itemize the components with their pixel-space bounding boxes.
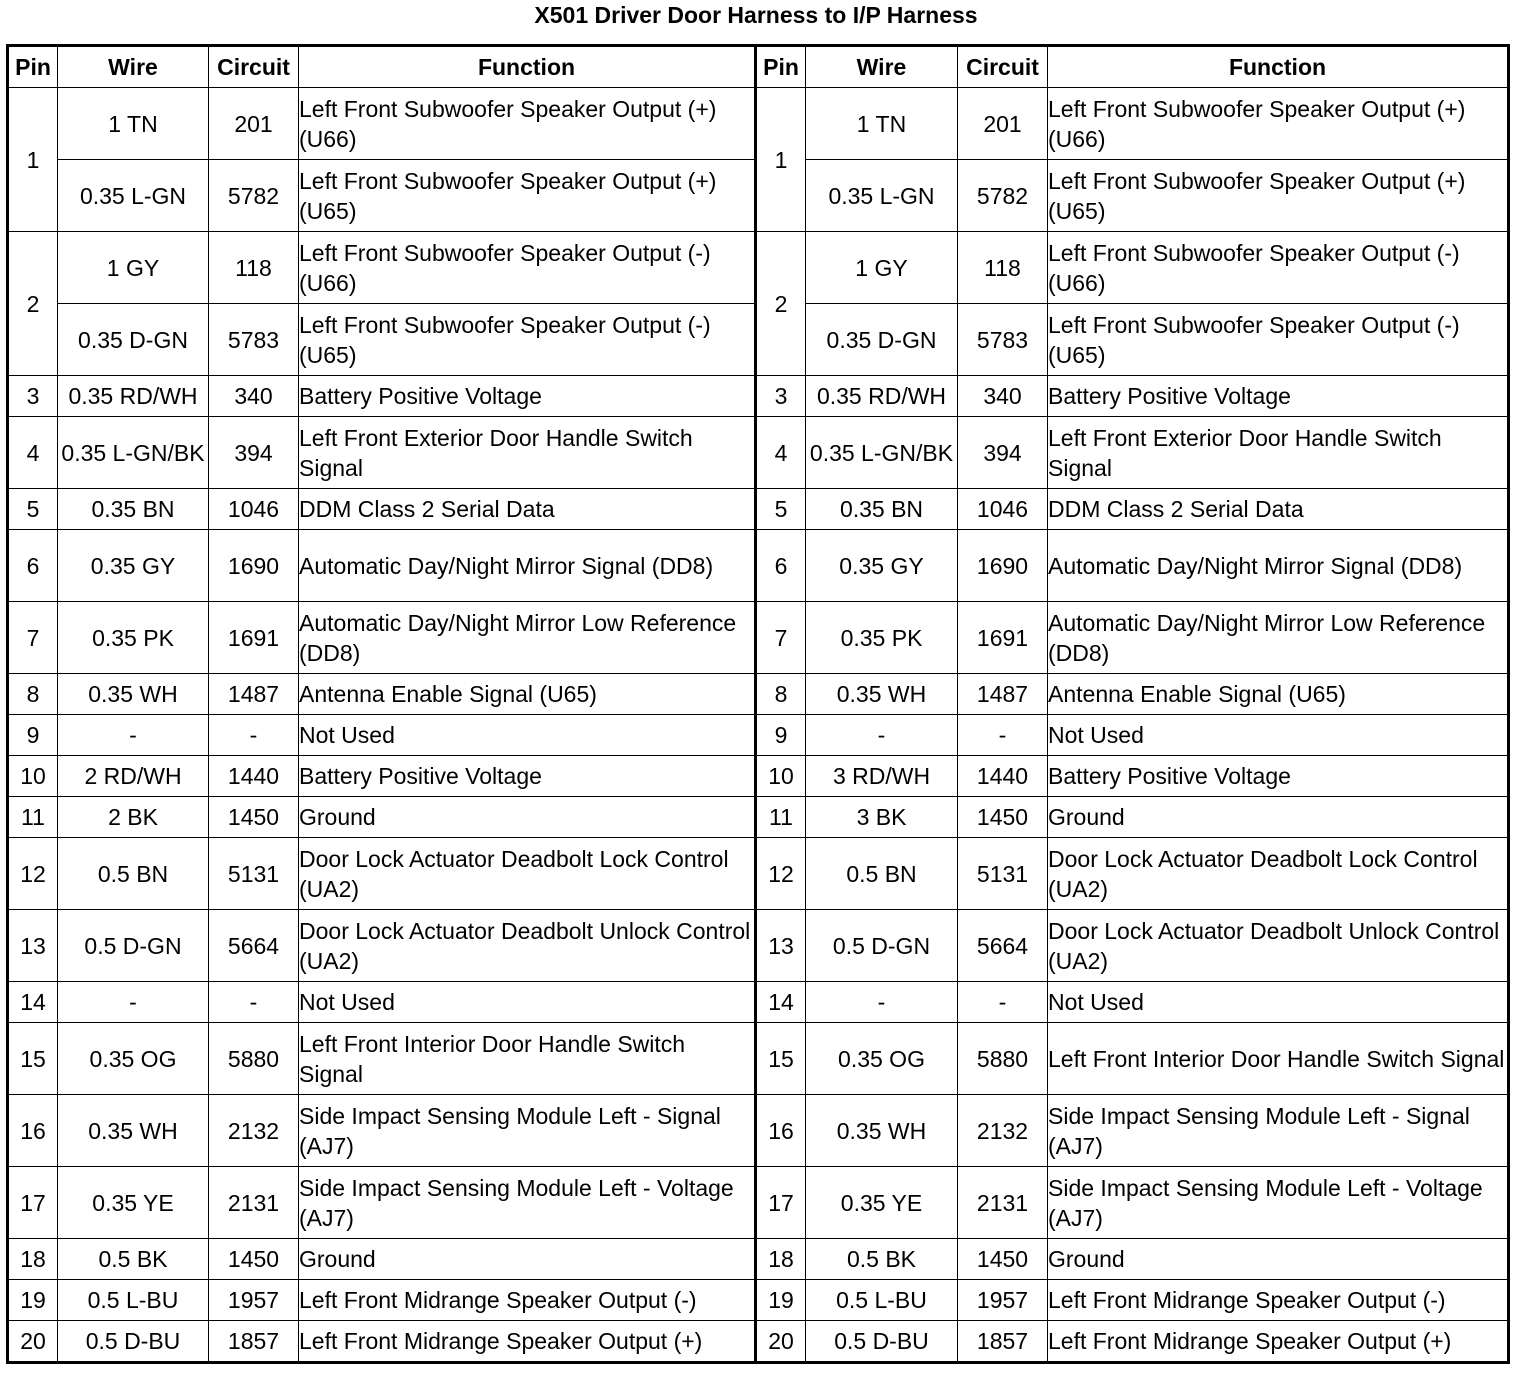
function-cell: Left Front Subwoofer Speaker Output (-) (U65) bbox=[299, 304, 756, 376]
wire-cell: 0.5 BK bbox=[58, 1239, 209, 1280]
pin-cell: 2 bbox=[756, 232, 806, 376]
wire-cell: 0.35 PK bbox=[58, 602, 209, 674]
circuit-cell: 118 bbox=[209, 232, 299, 304]
table-row bbox=[8, 602, 1509, 674]
header-circuit: Circuit bbox=[958, 46, 1048, 88]
function-cell: Left Front Exterior Door Handle Switch Signal bbox=[1048, 417, 1509, 489]
pin-cell: 17 bbox=[8, 1167, 58, 1239]
table-row bbox=[8, 797, 1509, 838]
circuit-cell: 5664 bbox=[209, 910, 299, 982]
function-cell: Left Front Subwoofer Speaker Output (-) (U66) bbox=[1048, 232, 1509, 304]
table-row bbox=[8, 674, 1509, 715]
pin-cell: 13 bbox=[756, 910, 806, 982]
pin-cell: 1 bbox=[756, 88, 806, 232]
function-cell: Left Front Subwoofer Speaker Output (+) (U66) bbox=[299, 88, 756, 160]
pin-cell: 14 bbox=[8, 982, 58, 1023]
wire-cell: 3 BK bbox=[806, 797, 958, 838]
header-pin: Pin bbox=[756, 46, 806, 88]
table-row bbox=[8, 1095, 1509, 1167]
function-cell: Left Front Subwoofer Speaker Output (-) (U66) bbox=[299, 232, 756, 304]
table-row bbox=[8, 232, 1509, 304]
wire-cell: - bbox=[58, 982, 209, 1023]
function-cell: Not Used bbox=[1048, 982, 1509, 1023]
table-row bbox=[8, 376, 1509, 417]
circuit-cell: 118 bbox=[958, 232, 1048, 304]
pin-cell: 11 bbox=[8, 797, 58, 838]
header-wire: Wire bbox=[58, 46, 209, 88]
pin-cell: 10 bbox=[756, 756, 806, 797]
circuit-cell: 394 bbox=[209, 417, 299, 489]
circuit-cell: 1440 bbox=[209, 756, 299, 797]
pin-cell: 7 bbox=[8, 602, 58, 674]
circuit-cell: 1046 bbox=[209, 489, 299, 530]
pin-cell: 4 bbox=[756, 417, 806, 489]
wire-cell: 0.35 L-GN bbox=[806, 160, 958, 232]
wire-cell: 0.35 PK bbox=[806, 602, 958, 674]
function-cell: Door Lock Actuator Deadbolt Lock Control (UA2) bbox=[299, 838, 756, 910]
page-title: X501 Driver Door Harness to I/P Harness bbox=[534, 2, 978, 28]
function-cell: Left Front Midrange Speaker Output (+) bbox=[299, 1321, 756, 1363]
pin-cell: 6 bbox=[8, 530, 58, 602]
function-cell: Not Used bbox=[299, 982, 756, 1023]
pin-cell: 5 bbox=[8, 489, 58, 530]
function-cell: Not Used bbox=[1048, 715, 1509, 756]
circuit-cell: 1957 bbox=[958, 1280, 1048, 1321]
wire-cell: 0.5 BN bbox=[806, 838, 958, 910]
table-row bbox=[8, 530, 1509, 602]
pin-cell: 13 bbox=[8, 910, 58, 982]
circuit-cell: - bbox=[958, 982, 1048, 1023]
circuit-cell: 201 bbox=[209, 88, 299, 160]
circuit-cell: 340 bbox=[958, 376, 1048, 417]
function-cell: Ground bbox=[1048, 797, 1509, 838]
wire-cell: 0.35 GY bbox=[58, 530, 209, 602]
function-cell: Side Impact Sensing Module Left - Voltage (AJ7) bbox=[299, 1167, 756, 1239]
wire-cell: 0.35 GY bbox=[806, 530, 958, 602]
function-cell: Left Front Subwoofer Speaker Output (-) (U65) bbox=[1048, 304, 1509, 376]
circuit-cell: 1857 bbox=[958, 1321, 1048, 1363]
wire-cell: 0.5 D-GN bbox=[806, 910, 958, 982]
circuit-cell: 1690 bbox=[209, 530, 299, 602]
wire-cell: 0.35 L-GN/BK bbox=[58, 417, 209, 489]
wire-cell: 0.5 D-GN bbox=[58, 910, 209, 982]
function-cell: Door Lock Actuator Deadbolt Unlock Control (UA2) bbox=[299, 910, 756, 982]
wire-cell: 0.35 RD/WH bbox=[806, 376, 958, 417]
table-row bbox=[8, 1239, 1509, 1280]
header-function: Function bbox=[299, 46, 756, 88]
function-cell: Battery Positive Voltage bbox=[299, 756, 756, 797]
table-row bbox=[8, 88, 1509, 160]
circuit-cell: 1450 bbox=[209, 1239, 299, 1280]
circuit-cell: - bbox=[958, 715, 1048, 756]
function-cell: Battery Positive Voltage bbox=[1048, 756, 1509, 797]
header-function: Function bbox=[1048, 46, 1509, 88]
wire-cell: 1 GY bbox=[806, 232, 958, 304]
function-cell: Automatic Day/Night Mirror Signal (DD8) bbox=[1048, 530, 1509, 602]
circuit-cell: 1957 bbox=[209, 1280, 299, 1321]
wire-cell: 1 GY bbox=[58, 232, 209, 304]
pin-cell: 15 bbox=[8, 1023, 58, 1095]
circuit-cell: 340 bbox=[209, 376, 299, 417]
circuit-cell: 1440 bbox=[958, 756, 1048, 797]
header-row bbox=[8, 46, 1509, 88]
table-row bbox=[8, 1167, 1509, 1239]
wire-cell: 0.5 L-BU bbox=[58, 1280, 209, 1321]
wire-cell: 0.35 YE bbox=[806, 1167, 958, 1239]
circuit-cell: - bbox=[209, 715, 299, 756]
pin-cell: 20 bbox=[8, 1321, 58, 1363]
circuit-cell: 1691 bbox=[958, 602, 1048, 674]
function-cell: Left Front Midrange Speaker Output (-) bbox=[1048, 1280, 1509, 1321]
function-cell: Battery Positive Voltage bbox=[1048, 376, 1509, 417]
function-cell: Automatic Day/Night Mirror Low Reference (DD8) bbox=[1048, 602, 1509, 674]
circuit-cell: 5131 bbox=[958, 838, 1048, 910]
circuit-cell: 5782 bbox=[209, 160, 299, 232]
circuit-cell: 5782 bbox=[958, 160, 1048, 232]
pin-cell: 14 bbox=[756, 982, 806, 1023]
pin-cell: 16 bbox=[8, 1095, 58, 1167]
table-row bbox=[8, 489, 1509, 530]
circuit-cell: 1450 bbox=[958, 797, 1048, 838]
circuit-cell: 5880 bbox=[958, 1023, 1048, 1095]
function-cell: Left Front Exterior Door Handle Switch Signal bbox=[299, 417, 756, 489]
pin-cell: 9 bbox=[8, 715, 58, 756]
circuit-cell: 394 bbox=[958, 417, 1048, 489]
circuit-cell: 2132 bbox=[209, 1095, 299, 1167]
header-circuit: Circuit bbox=[209, 46, 299, 88]
pin-cell: 8 bbox=[756, 674, 806, 715]
pin-cell: 11 bbox=[756, 797, 806, 838]
pin-cell: 15 bbox=[756, 1023, 806, 1095]
pin-cell: 18 bbox=[756, 1239, 806, 1280]
circuit-cell: 201 bbox=[958, 88, 1048, 160]
wire-cell: 0.35 WH bbox=[58, 1095, 209, 1167]
function-cell: Left Front Midrange Speaker Output (+) bbox=[1048, 1321, 1509, 1363]
table-row bbox=[8, 838, 1509, 910]
table-row bbox=[8, 715, 1509, 756]
circuit-cell: 1691 bbox=[209, 602, 299, 674]
wire-cell: 0.5 D-BU bbox=[58, 1321, 209, 1363]
wire-cell: 0.35 OG bbox=[58, 1023, 209, 1095]
wire-cell: 0.35 OG bbox=[806, 1023, 958, 1095]
wire-cell: 0.35 BN bbox=[58, 489, 209, 530]
function-cell: Ground bbox=[299, 1239, 756, 1280]
function-cell: DDM Class 2 Serial Data bbox=[299, 489, 756, 530]
function-cell: Side Impact Sensing Module Left - Signal (AJ7) bbox=[1048, 1095, 1509, 1167]
function-cell: Ground bbox=[1048, 1239, 1509, 1280]
wire-cell: 1 TN bbox=[58, 88, 209, 160]
wire-cell: 0.35 WH bbox=[58, 674, 209, 715]
wire-cell: 0.35 D-GN bbox=[58, 304, 209, 376]
function-cell: Left Front Subwoofer Speaker Output (+) (U65) bbox=[299, 160, 756, 232]
function-cell: Left Front Interior Door Handle Switch Signal bbox=[1048, 1023, 1509, 1095]
header-wire: Wire bbox=[806, 46, 958, 88]
table-row bbox=[8, 417, 1509, 489]
table-row bbox=[8, 982, 1509, 1023]
wire-cell: 0.35 YE bbox=[58, 1167, 209, 1239]
wire-cell: 0.35 L-GN/BK bbox=[806, 417, 958, 489]
function-cell: Not Used bbox=[299, 715, 756, 756]
circuit-cell: 5783 bbox=[209, 304, 299, 376]
function-cell: Door Lock Actuator Deadbolt Unlock Control (UA2) bbox=[1048, 910, 1509, 982]
circuit-cell: 5664 bbox=[958, 910, 1048, 982]
table-row bbox=[8, 1023, 1509, 1095]
connector-pinout-table bbox=[6, 44, 1510, 1364]
pin-cell: 3 bbox=[756, 376, 806, 417]
header-pin: Pin bbox=[8, 46, 58, 88]
pin-cell: 12 bbox=[756, 838, 806, 910]
pin-cell: 20 bbox=[756, 1321, 806, 1363]
circuit-cell: 1487 bbox=[209, 674, 299, 715]
pin-cell: 16 bbox=[756, 1095, 806, 1167]
wire-cell: 1 TN bbox=[806, 88, 958, 160]
circuit-cell: 1046 bbox=[958, 489, 1048, 530]
pin-cell: 8 bbox=[8, 674, 58, 715]
wire-cell: 0.35 D-GN bbox=[806, 304, 958, 376]
circuit-cell: 2132 bbox=[958, 1095, 1048, 1167]
function-cell: Antenna Enable Signal (U65) bbox=[299, 674, 756, 715]
circuit-cell: 2131 bbox=[958, 1167, 1048, 1239]
function-cell: Automatic Day/Night Mirror Low Reference (DD8) bbox=[299, 602, 756, 674]
table-row bbox=[8, 1321, 1509, 1363]
circuit-cell: 1690 bbox=[958, 530, 1048, 602]
wire-cell: 0.35 WH bbox=[806, 674, 958, 715]
table-body bbox=[8, 88, 1509, 1363]
circuit-cell: 1450 bbox=[958, 1239, 1048, 1280]
wire-cell: 0.35 RD/WH bbox=[58, 376, 209, 417]
wire-cell: 0.35 BN bbox=[806, 489, 958, 530]
wire-cell: 2 RD/WH bbox=[58, 756, 209, 797]
pin-cell: 12 bbox=[8, 838, 58, 910]
pin-cell: 5 bbox=[756, 489, 806, 530]
wire-cell: - bbox=[806, 982, 958, 1023]
wire-cell: 3 RD/WH bbox=[806, 756, 958, 797]
circuit-cell: 1487 bbox=[958, 674, 1048, 715]
wire-cell: 0.5 BN bbox=[58, 838, 209, 910]
function-cell: Battery Positive Voltage bbox=[299, 376, 756, 417]
wire-cell: 0.5 BK bbox=[806, 1239, 958, 1280]
function-cell: Ground bbox=[299, 797, 756, 838]
table-row bbox=[8, 1280, 1509, 1321]
pin-cell: 18 bbox=[8, 1239, 58, 1280]
function-cell: Side Impact Sensing Module Left - Signal (AJ7) bbox=[299, 1095, 756, 1167]
function-cell: Left Front Midrange Speaker Output (-) bbox=[299, 1280, 756, 1321]
table-row bbox=[8, 910, 1509, 982]
pin-cell: 10 bbox=[8, 756, 58, 797]
function-cell: Left Front Subwoofer Speaker Output (+) (U66) bbox=[1048, 88, 1509, 160]
circuit-cell: - bbox=[209, 982, 299, 1023]
function-cell: DDM Class 2 Serial Data bbox=[1048, 489, 1509, 530]
function-cell: Antenna Enable Signal (U65) bbox=[1048, 674, 1509, 715]
function-cell: Automatic Day/Night Mirror Signal (DD8) bbox=[299, 530, 756, 602]
pin-cell: 6 bbox=[756, 530, 806, 602]
pin-cell: 2 bbox=[8, 232, 58, 376]
wire-cell: 2 BK bbox=[58, 797, 209, 838]
pin-cell: 3 bbox=[8, 376, 58, 417]
wire-cell: - bbox=[806, 715, 958, 756]
wire-cell: 0.5 L-BU bbox=[806, 1280, 958, 1321]
pin-cell: 1 bbox=[8, 88, 58, 232]
pin-cell: 4 bbox=[8, 417, 58, 489]
circuit-cell: 5131 bbox=[209, 838, 299, 910]
wire-cell: - bbox=[58, 715, 209, 756]
wire-cell: 0.5 D-BU bbox=[806, 1321, 958, 1363]
function-cell: Left Front Subwoofer Speaker Output (+) (U65) bbox=[1048, 160, 1509, 232]
circuit-cell: 1857 bbox=[209, 1321, 299, 1363]
function-cell: Side Impact Sensing Module Left - Voltage (AJ7) bbox=[1048, 1167, 1509, 1239]
function-cell: Door Lock Actuator Deadbolt Lock Control (UA2) bbox=[1048, 838, 1509, 910]
pin-cell: 9 bbox=[756, 715, 806, 756]
table-row bbox=[8, 756, 1509, 797]
circuit-cell: 5783 bbox=[958, 304, 1048, 376]
wire-cell: 0.35 WH bbox=[806, 1095, 958, 1167]
pin-cell: 19 bbox=[756, 1280, 806, 1321]
pin-cell: 19 bbox=[8, 1280, 58, 1321]
circuit-cell: 2131 bbox=[209, 1167, 299, 1239]
pin-cell: 7 bbox=[756, 602, 806, 674]
function-cell: Left Front Interior Door Handle Switch Signal bbox=[299, 1023, 756, 1095]
pin-cell: 17 bbox=[756, 1167, 806, 1239]
circuit-cell: 1450 bbox=[209, 797, 299, 838]
wire-cell: 0.35 L-GN bbox=[58, 160, 209, 232]
circuit-cell: 5880 bbox=[209, 1023, 299, 1095]
